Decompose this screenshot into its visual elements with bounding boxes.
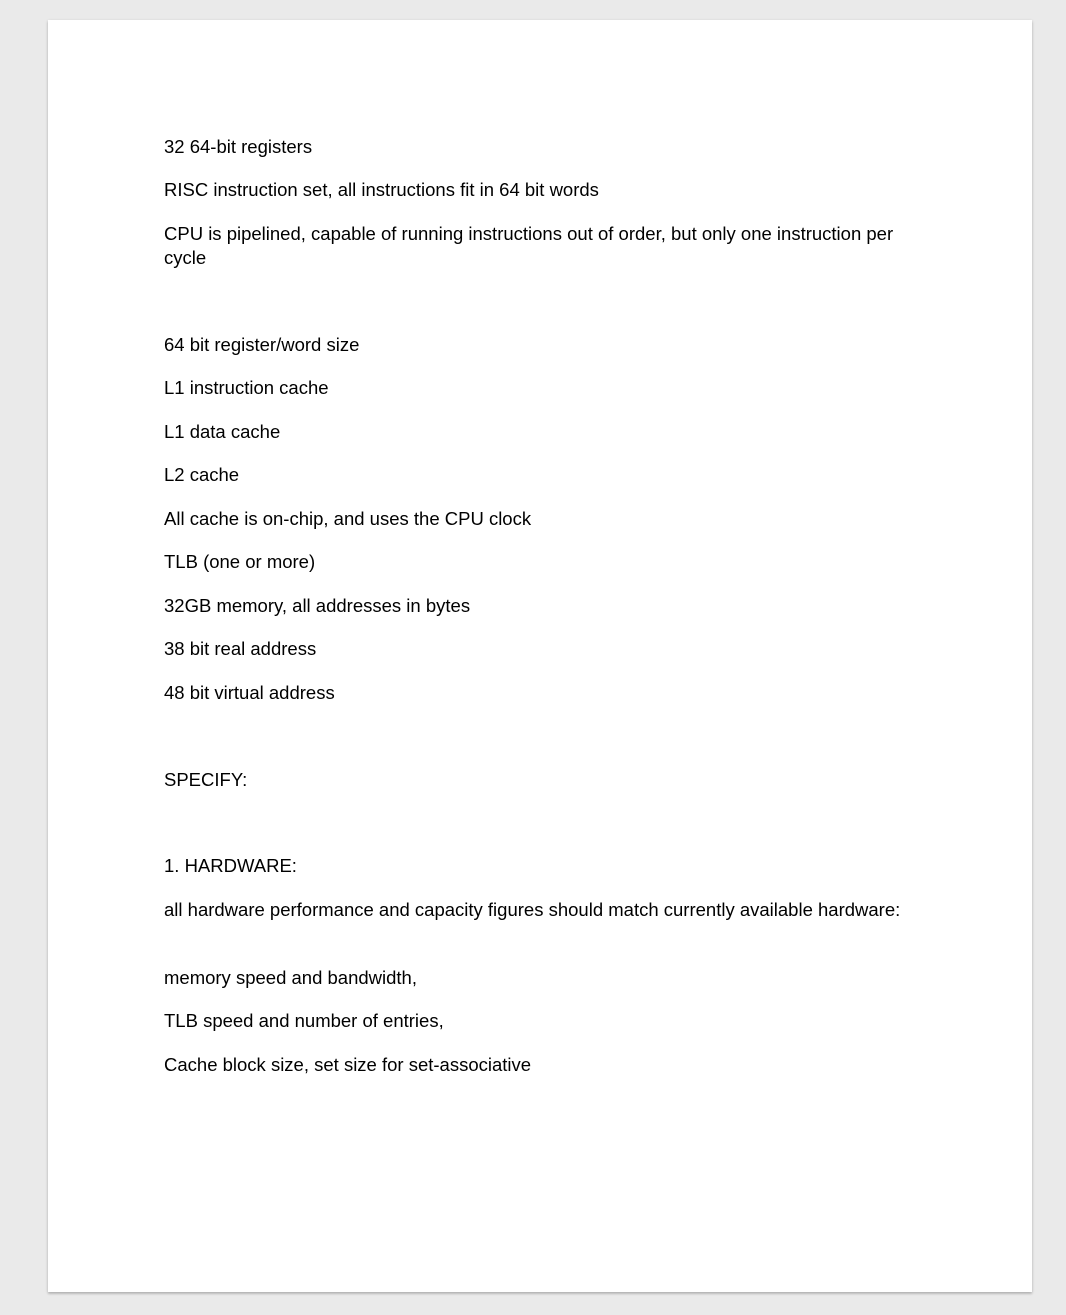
text-line: 32GB memory, all addresses in bytes	[164, 595, 471, 616]
text-line: memory speed and bandwidth,	[164, 967, 417, 988]
text-line: L1 instruction cache	[164, 377, 329, 398]
section-heading: SPECIFY:	[164, 769, 248, 790]
text-line: 38 bit real address	[164, 638, 317, 659]
text-line: Cache block size, set size for set-associative	[164, 1054, 532, 1075]
text-line: TLB speed and number of entries,	[164, 1010, 444, 1031]
text-line: L2 cache	[164, 464, 240, 485]
text-line: L1 data cache	[164, 421, 281, 442]
text-line: 64 bit register/word size	[164, 334, 360, 355]
document-page	[48, 20, 1032, 1292]
text-line: all hardware performance and capacity figures should match currently available hardware:	[164, 899, 901, 920]
text-line: RISC instruction set, all instructions fit in 64 bit words	[164, 179, 599, 200]
section-heading: 1. HARDWARE:	[164, 855, 297, 876]
text-line: CPU is pipelined, capable of running instructions out of order, but only one instruction per cycle	[164, 223, 894, 268]
text-line: 48 bit virtual address	[164, 682, 335, 703]
text-line: All cache is on-chip, and uses the CPU clock	[164, 508, 532, 529]
text-line: 32 64-bit registers	[164, 136, 313, 157]
text-line: TLB (one or more)	[164, 551, 316, 572]
